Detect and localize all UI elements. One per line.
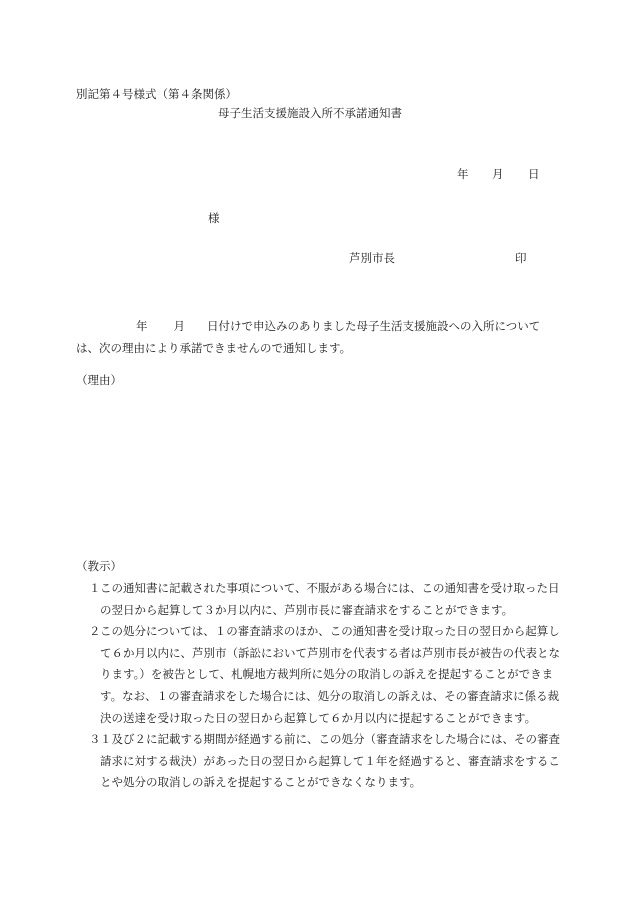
instruction-label: （教示） <box>76 559 122 573</box>
instruction-text: この通知書に記載された事項について、不服がある場合には、この通知書を受け取った日の翌日から起算して３か月以内に、芦別市長に審査請求をすることができます。 <box>100 581 560 617</box>
document-title: 母子生活支援施設入所不承諾通知書 <box>218 106 402 120</box>
reason-blank-area <box>76 392 560 542</box>
reason-label: （理由） <box>76 373 122 387</box>
form-number-label: 別記第４号様式（第４条関係） <box>76 87 237 101</box>
instruction-number: １ <box>89 581 101 595</box>
instruction-item <box>76 578 560 621</box>
instruction-number: ２ <box>89 624 101 639</box>
date-year-label: 年 <box>457 167 469 181</box>
date-month-label: 月 <box>492 167 504 181</box>
body-year-label: 年 <box>136 319 148 333</box>
body-text: 日付けで申込みのありました母子生活支援施設への入所については、次の理由により承諾できませんので通知します。 <box>76 319 541 355</box>
issuer-name: 芦別市長 <box>349 251 395 265</box>
body-month-label: 月 <box>173 319 185 333</box>
instruction-list <box>76 578 560 794</box>
addressee-honorific: 様 <box>208 211 220 225</box>
instruction-item <box>76 621 560 729</box>
instruction-text: この処分については、１の審査請求のほか、この通知書を受け取った日の翌日から起算して６か月以内に、芦別市（訴訟において芦別市を代表する者は芦別市長が被告の代表となります。）を被告として、札幌地方裁判所に処分の取消しの訴えを提起することができます。なお、１の審査請求をした場合には、処分の取消しの訴えは、その審査請求に係る裁決の送達を受け取った日の翌日から起算して６か月以内に提起することができます。 <box>100 624 560 725</box>
date-day-label: 日 <box>528 167 540 181</box>
seal-mark: 印 <box>515 251 527 265</box>
instruction-text: １及び２に記載する期間が経過する前に、この処分（審査請求をした場合には、その審査請求に対する裁決）があった日の翌日から起算して１年を経過すると、審査請求をすることや処分の取消しの訴えを提起することができなくなります。 <box>100 732 560 790</box>
notice-body <box>76 315 560 359</box>
instruction-item <box>76 729 560 794</box>
instruction-number: ３ <box>89 732 101 747</box>
